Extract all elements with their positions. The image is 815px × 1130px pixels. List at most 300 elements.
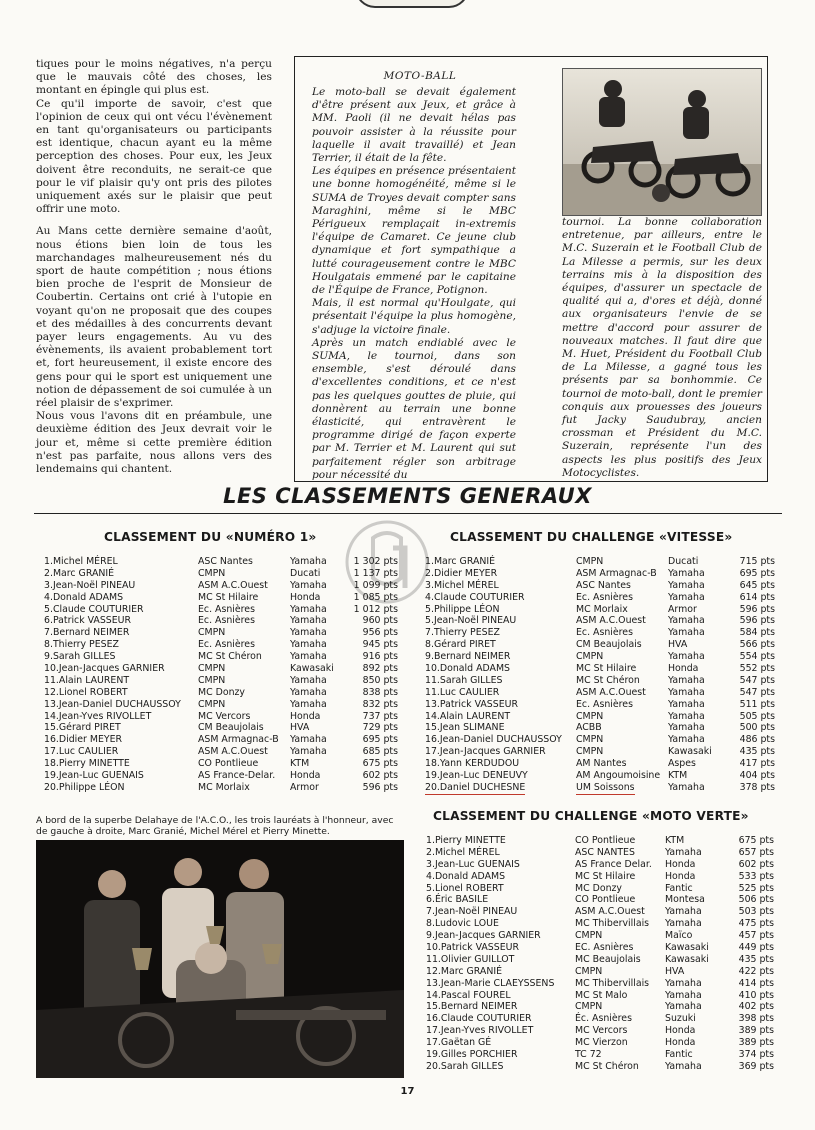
club-name: MC St Chéron <box>198 651 262 663</box>
vitesse-title: CLASSEMENT DU CHALLENGE «VITESSE» <box>450 530 733 544</box>
points: 916 pts <box>362 651 398 663</box>
table-row <box>426 835 782 847</box>
rider-name: 2.Didier MEYER <box>425 567 498 579</box>
brand-name: Yamaha <box>668 591 705 603</box>
brand-name: Fantic <box>665 1049 693 1061</box>
brand-name: Aspes <box>668 758 696 770</box>
brand-name: Yamaha <box>290 615 327 627</box>
club-name: MC Morlaix <box>576 603 628 615</box>
paragraph: Au Mans cette dernière semaine d'août, nous étions bien loin de tous les marchandages malheureusement nés du sport de haute compétition ; nous étions bien proche de l'esprit de Monsieur de Coubertin. Certains ont crié à l'utopie en voyant qu'on ne proposait que des coupes et des médailles à des concurrents devant payer leurs engagements. Au vu des évènements, ils avaient probablement tort et, fort heureusement, il existe encore des gens pour qui le sport est uniquement une notion de dépassement de soi cumulée à un réel plaisir de s'exprimer. <box>36 225 272 410</box>
brand-name: Yamaha <box>665 977 702 989</box>
rider-name: 1.Pierry MINETTE <box>426 835 506 846</box>
points: 945 pts <box>362 639 398 651</box>
rider-name: 15.Gérard PIRET <box>44 722 121 734</box>
table-row <box>426 966 782 978</box>
table-row <box>426 894 782 906</box>
club-name: ASC NANTES <box>575 846 635 858</box>
brand-name: Yamaha <box>665 989 702 1001</box>
table-row <box>425 782 781 794</box>
table-row <box>426 1025 782 1037</box>
laureates-photo <box>36 840 404 1078</box>
paragraph: Nous vous l'avons dit en préambule, une deuxième édition des Jeux devrait voir le jour et, même si cette première édition n'est pas parfaite, nous allons vers des lendemains qui chantent. <box>36 410 272 476</box>
club-name: MC Thibervillais <box>575 918 650 930</box>
table-row <box>426 1049 782 1061</box>
table-row <box>425 734 781 746</box>
points: 596 pts <box>739 615 775 627</box>
brand-name: Yamaha <box>665 918 702 930</box>
rider-name: 6.Patrick VASSEUR <box>44 615 132 627</box>
rider-name: 2.Michel MÉREL <box>426 846 500 858</box>
rider-name: 16.Claude COUTURIER <box>426 1013 532 1025</box>
rider-name: 1.Marc GRANIÉ <box>425 556 496 567</box>
table-row <box>426 1001 782 1013</box>
points: 602 pts <box>738 858 774 870</box>
brand-name: Armor <box>668 603 697 615</box>
brand-name: Honda <box>290 710 321 722</box>
club-name: MC St Hilaire <box>575 870 636 882</box>
brand-name: HVA <box>665 965 685 977</box>
rider-name: 10.Patrick VASSEUR <box>426 942 520 954</box>
rider-name: 4.Donald ADAMS <box>44 591 124 603</box>
table-row <box>425 627 781 639</box>
rider-name: 11.Luc CAULIER <box>425 686 500 698</box>
points: 552 pts <box>739 663 775 675</box>
brand-name: Yamaha <box>668 567 705 579</box>
rider-name: 6.Éric BASILE <box>426 894 489 906</box>
club-name: MC Donzy <box>198 686 245 698</box>
rider-name: 20.Sarah GILLES <box>426 1060 504 1072</box>
points: 1 099 pts <box>353 579 398 591</box>
table-row <box>44 615 400 627</box>
rider-name: 20.Daniel DUCHESNE <box>425 781 526 793</box>
rider-name: 3.Jean-Luc GUENAIS <box>426 858 520 870</box>
rider-name: 16.Didier MEYER <box>44 734 123 746</box>
rider-name: 7.Bernard NEIMER <box>44 627 130 639</box>
table-row <box>44 639 400 651</box>
club-name: ASM A.C.Ouest <box>198 579 268 591</box>
rider-name: 17.Jean-Yves RIVOLLET <box>426 1025 534 1037</box>
numero1-table <box>44 556 400 794</box>
table-row <box>426 978 782 990</box>
numero1-title: CLASSEMENT DU «NUMÉRO 1» <box>104 530 317 544</box>
rider-name: 14.Pascal FOUREL <box>426 989 511 1001</box>
table-row <box>425 746 781 758</box>
points: 838 pts <box>362 686 398 698</box>
club-name: ASM A.C.Ouest <box>576 686 646 698</box>
moto-ball-column-1 <box>312 86 516 482</box>
brand-name: Ducati <box>290 567 321 579</box>
rider-name: 13.Patrick VASSEUR <box>425 698 519 710</box>
brand-name: Yamaha <box>665 1060 702 1072</box>
rider-name: 20.Philippe LÉON <box>44 781 125 793</box>
rider-name: 5.Lionel ROBERT <box>426 882 504 894</box>
rider-name: 9.Bernard NEIMER <box>425 651 511 663</box>
points: 695 pts <box>739 567 775 579</box>
brand-name: Yamaha <box>290 639 327 651</box>
points: 602 pts <box>362 770 398 782</box>
table-row <box>426 871 782 883</box>
photo-caption: A bord de la superbe Delahaye de l'A.C.O., les trois lauréats à l'honneur, avec de gauche à droite, Marc Granié, Michel Mérel et Pierry Minette. <box>36 815 394 837</box>
points: 525 pts <box>738 882 774 894</box>
club-name: MC St Chéron <box>575 1060 639 1072</box>
rider-name: 9.Sarah GILLES <box>44 651 116 663</box>
table-row <box>426 930 782 942</box>
club-name: CO Pontlieue <box>575 835 636 846</box>
club-name: MC St Chéron <box>576 674 640 686</box>
club-name: Ec. Asnières <box>198 615 255 627</box>
points: 1 137 pts <box>353 567 398 579</box>
points: 832 pts <box>362 698 398 710</box>
points: 614 pts <box>739 591 775 603</box>
brand-name: Kawasaki <box>668 746 712 758</box>
club-name: MC St Malo <box>575 989 628 1001</box>
brand-name: Yamaha <box>668 686 705 698</box>
points: 685 pts <box>362 746 398 758</box>
brand-name: KTM <box>665 835 685 846</box>
brand-name: KTM <box>290 758 310 770</box>
club-name: ASC Nantes <box>198 556 253 567</box>
rider-name: 15.Bernard NEIMER <box>426 1001 518 1013</box>
points: 369 pts <box>738 1060 774 1072</box>
rider-name: 10.Jean-Jacques GARNIER <box>44 663 165 675</box>
points: 506 pts <box>738 894 774 906</box>
club-name: AS France-Delar. <box>198 770 276 782</box>
table-row <box>44 556 400 568</box>
table-row <box>44 746 400 758</box>
table-row <box>44 734 400 746</box>
rider-name: 18.Pierry MINETTE <box>44 758 130 770</box>
club-name: MC Morlaix <box>198 781 250 793</box>
points: 404 pts <box>739 770 775 782</box>
rider-name: 8.Ludovic LOUE <box>426 918 499 930</box>
club-name: Ec. Asnières <box>198 639 255 651</box>
points: 547 pts <box>739 686 775 698</box>
club-name: MC Thibervillais <box>575 977 650 989</box>
club-name: CMPN <box>576 710 604 722</box>
brand-name: HVA <box>290 722 310 734</box>
club-name: CMPN <box>198 627 226 639</box>
points: 457 pts <box>738 930 774 942</box>
table-row <box>426 954 782 966</box>
club-name: TC 72 <box>575 1049 602 1061</box>
club-name: MC St Hilaire <box>576 663 637 675</box>
paragraph: Mais, il est normal qu'Houlgate, qui présentait l'équipe la plus homogène, s'adjuge la victoire finale. <box>312 297 516 336</box>
club-name: CMPN <box>576 746 604 758</box>
club-name: CM Beaujolais <box>576 639 642 651</box>
points: 675 pts <box>738 835 774 846</box>
points: 402 pts <box>738 1001 774 1013</box>
table-row <box>425 568 781 580</box>
rider-name: 11.Olivier GUILLOT <box>426 953 515 965</box>
table-row <box>44 604 400 616</box>
table-row <box>425 722 781 734</box>
points: 378 pts <box>739 781 775 793</box>
points: 486 pts <box>739 734 775 746</box>
club-name: CMPN <box>576 734 604 746</box>
table-row <box>44 722 400 734</box>
brand-name: Yamaha <box>290 579 327 591</box>
club-name: EC. Asnières <box>575 942 634 954</box>
brand-name: Maïco <box>665 930 693 942</box>
rider-name: 13.Jean-Marie CLAEYSSENS <box>426 977 555 989</box>
table-row <box>44 651 400 663</box>
club-name: ACBB <box>576 722 602 734</box>
club-name: Ec. Asnières <box>198 603 255 615</box>
rider-name: 8.Thierry PESEZ <box>44 639 119 651</box>
club-name: MC Vercors <box>198 710 251 722</box>
table-row <box>426 859 782 871</box>
points: 503 pts <box>738 906 774 918</box>
brand-name: Honda <box>665 1037 696 1049</box>
points: 737 pts <box>362 710 398 722</box>
points: 475 pts <box>738 918 774 930</box>
rider-name: 3.Jean-Noël PINEAU <box>44 579 136 591</box>
rider-name: 19.Jean-Luc DENEUVY <box>425 770 528 782</box>
club-name: AM Nantes <box>576 758 627 770</box>
table-row <box>425 675 781 687</box>
brand-name: Yamaha <box>290 627 327 639</box>
points: 449 pts <box>738 942 774 954</box>
club-name: MC Donzy <box>575 882 622 894</box>
club-name: CMPN <box>575 1001 603 1013</box>
brand-name: Yamaha <box>290 651 327 663</box>
rider-name: 12.Marc GRANIÉ <box>426 965 503 977</box>
paragraph: Ce qu'il importe de savoir, c'est que l'opinion de ceux qui ont vécu l'évènement en tant qu'organisateurs ou participants est identique, chacun ayant eu la même perception des choses. Pour eux, les Jeux doivent être reconduits, ne serait-ce que pour le vif plaisir qu'y ont pris des pilotes uniquement axés sur le plaisir que peut offrir une moto. <box>36 97 272 216</box>
rider-name: 18.Yann KERDUDOU <box>425 758 520 770</box>
club-name: MC Vercors <box>575 1025 628 1037</box>
rider-name: 5.Jean-Noël PINEAU <box>425 615 517 627</box>
points: 422 pts <box>738 965 774 977</box>
top-ornament <box>355 0 469 8</box>
brand-name: Yamaha <box>290 734 327 746</box>
club-name: Ec. Asnières <box>576 698 633 710</box>
table-row <box>426 906 782 918</box>
points: 374 pts <box>738 1049 774 1061</box>
table-row <box>44 770 400 782</box>
brand-name: Yamaha <box>665 906 702 918</box>
table-row <box>44 699 400 711</box>
rider-name: 5.Claude COUTURIER <box>44 603 144 615</box>
brand-name: Honda <box>665 1025 696 1037</box>
rider-name: 5.Philippe LÉON <box>425 603 500 615</box>
brand-name: Honda <box>665 870 696 882</box>
brand-name: Yamaha <box>668 674 705 686</box>
brand-name: Honda <box>290 770 321 782</box>
table-row <box>425 651 781 663</box>
table-row <box>44 758 400 770</box>
club-name: CO Pontlieue <box>575 894 636 906</box>
table-row <box>426 1061 782 1073</box>
brand-name: Montesa <box>665 894 705 906</box>
heading-rule <box>34 513 782 514</box>
paragraph: tournoi. La bonne collaboration entretenue, par ailleurs, entre le M.C. Suzerain et le Football Club de La Milesse a permis, sur les deux terrains mis à la disposition des équipes, d'assurer un spectacle de qualité qui a, d'ores et déjà, donné aux organisateurs l'envie de se mettre d'accord pour assurer de nouveaux matches. Il faut dire que M. Huet, Président du Football Club de La Milesse, a gagné tous les présents par sa bonhommie. Ce tournoi de moto-ball, dont le premier conquis aux prouesses des joueurs fut Jacky Saudubray, ancien crossman et Président du M.C. Suzerain, représente l'un des aspects les plus positifs des Jeux Motocyclistes. <box>562 216 762 479</box>
club-name: ASM A.C.Ouest <box>575 906 645 918</box>
brand-name: Yamaha <box>665 1001 702 1013</box>
club-name: CMPN <box>575 965 603 977</box>
table-row <box>425 699 781 711</box>
brand-name: Yamaha <box>668 710 705 722</box>
table-row <box>44 663 400 675</box>
club-name: UM Soissons <box>576 781 635 793</box>
rider-name: 2.Marc GRANIÉ <box>44 567 115 579</box>
points: 389 pts <box>738 1025 774 1037</box>
rider-name: 19.Gilles PORCHIER <box>426 1049 518 1061</box>
points: 675 pts <box>362 758 398 770</box>
club-name: CMPN <box>198 698 226 710</box>
club-name: ASM A.C.Ouest <box>576 615 646 627</box>
points: 511 pts <box>739 698 775 710</box>
club-name: CM Beaujolais <box>198 722 264 734</box>
moto-ball-column-2 <box>562 216 762 480</box>
rider-name: 4.Claude COUTURIER <box>425 591 525 603</box>
brand-name: Yamaha <box>668 615 705 627</box>
table-row <box>44 687 400 699</box>
brand-name: Yamaha <box>668 698 705 710</box>
brand-name: Kawasaki <box>665 953 709 965</box>
brand-name: Yamaha <box>668 734 705 746</box>
table-row <box>426 847 782 859</box>
club-name: ASM Armagnac-B <box>198 734 279 746</box>
club-name: CMPN <box>575 930 603 942</box>
page-number: 17 <box>400 1086 415 1097</box>
table-row <box>425 770 781 782</box>
rider-name: 14.Jean-Yves RIVOLLET <box>44 710 152 722</box>
table-row <box>425 615 781 627</box>
table-row <box>425 758 781 770</box>
brand-name: Yamaha <box>665 846 702 858</box>
table-row <box>44 592 400 604</box>
brand-name: Kawasaki <box>290 663 334 675</box>
brand-name: Kawasaki <box>665 942 709 954</box>
rider-name: 17.Gaëtan GÉ <box>426 1037 492 1049</box>
brand-name: HVA <box>668 639 688 651</box>
brand-name: KTM <box>668 770 688 782</box>
points: 956 pts <box>362 627 398 639</box>
brand-name: Yamaha <box>668 651 705 663</box>
rider-name: 7.Jean-Noël PINEAU <box>426 906 518 918</box>
club-name: ASM A.C.Ouest <box>198 746 268 758</box>
club-name: Ec. Asnières <box>576 627 633 639</box>
table-row <box>44 580 400 592</box>
table-row <box>425 639 781 651</box>
table-row <box>425 604 781 616</box>
points: 554 pts <box>739 651 775 663</box>
points: 715 pts <box>739 556 775 567</box>
brand-name: Fantic <box>665 882 693 894</box>
table-row <box>426 883 782 895</box>
table-row <box>425 592 781 604</box>
points: 414 pts <box>738 977 774 989</box>
points: 695 pts <box>362 734 398 746</box>
points: 1 012 pts <box>353 603 398 615</box>
brand-name: Yamaha <box>290 746 327 758</box>
club-name: MC Beaujolais <box>575 953 641 965</box>
club-name: AM Angoumoisine <box>576 770 661 782</box>
points: 410 pts <box>738 989 774 1001</box>
rider-name: 8.Gérard PIRET <box>425 639 496 651</box>
table-row <box>425 663 781 675</box>
brand-name: Yamaha <box>290 698 327 710</box>
club-name: CMPN <box>576 651 604 663</box>
rider-name: 9.Jean-Jacques GARNIER <box>426 930 541 942</box>
rider-name: 11.Alain LAURENT <box>44 674 130 686</box>
brand-name: Honda <box>668 663 699 675</box>
page-heading: LES CLASSEMENTS GENERAUX <box>223 484 592 508</box>
brand-name: Honda <box>665 858 696 870</box>
table-row <box>425 711 781 723</box>
table-row <box>426 918 782 930</box>
paragraph: tiques pour le moins négatives, n'a perçu que le mauvais côté des choses, les montant en épingle qui plus est. <box>36 58 272 97</box>
points: 1 302 pts <box>353 556 398 567</box>
points: 645 pts <box>739 579 775 591</box>
club-name: ASC Nantes <box>576 579 631 591</box>
table-row <box>425 580 781 592</box>
rider-name: 17.Luc CAULIER <box>44 746 119 758</box>
rider-name: 15.Jean SLIMANE <box>425 722 505 734</box>
points: 566 pts <box>739 639 775 651</box>
club-name: CMPN <box>576 556 604 567</box>
table-row <box>44 568 400 580</box>
table-row <box>426 942 782 954</box>
table-row <box>426 990 782 1002</box>
brand-name: Yamaha <box>290 686 327 698</box>
club-name: CMPN <box>198 663 226 675</box>
rider-name: 11.Sarah GILLES <box>425 674 503 686</box>
brand-name: Yamaha <box>668 781 705 793</box>
table-row <box>425 687 781 699</box>
rider-name: 19.Jean-Luc GUENAIS <box>44 770 144 782</box>
points: 850 pts <box>362 674 398 686</box>
points: 729 pts <box>362 722 398 734</box>
club-name: Ec. Asnières <box>576 591 633 603</box>
brand-name: Honda <box>290 591 321 603</box>
points: 417 pts <box>739 758 775 770</box>
points: 547 pts <box>739 674 775 686</box>
points: 389 pts <box>738 1037 774 1049</box>
table-row <box>44 675 400 687</box>
moto-ball-photo <box>562 68 762 216</box>
rider-name: 10.Donald ADAMS <box>425 663 511 675</box>
table-row <box>44 627 400 639</box>
rider-name: 13.Jean-Daniel DUCHAUSSOY <box>44 698 181 710</box>
table-row <box>44 782 400 794</box>
rider-name: 12.Lionel ROBERT <box>44 686 128 698</box>
rider-name: 3.Michel MÉREL <box>425 579 499 591</box>
rider-name: 1.Michel MÉREL <box>44 556 118 567</box>
club-name: MC St Hilaire <box>198 591 259 603</box>
club-name: CO Pontlieue <box>198 758 259 770</box>
points: 398 pts <box>738 1013 774 1025</box>
paragraph: Après un match endiablé avec le SUMA, le tournoi, dans son ensemble, s'est déroulé dans d'excellentes conditions, et ce n'est pas les quelques gouttes de pluie, qui donnèrent au terrain une bonne élasticité, qui entravèrent le programme dirigé de façon experte par M. Terrier et M. Laurent qui sut parfaitement régler son arbitrage pour nécessité du <box>312 336 516 481</box>
points: 596 pts <box>362 781 398 793</box>
brand-name: Yamaha <box>668 627 705 639</box>
table-row <box>44 711 400 723</box>
rider-name: 4.Donald ADAMS <box>426 870 506 882</box>
points: 584 pts <box>739 627 775 639</box>
rider-name: 14.Alain LAURENT <box>425 710 511 722</box>
points: 500 pts <box>739 722 775 734</box>
rider-name: 16.Jean-Daniel DUCHAUSSOY <box>425 734 562 746</box>
article-left-column <box>36 58 272 476</box>
rider-name: 7.Thierry PESEZ <box>425 627 500 639</box>
table-row <box>425 556 781 568</box>
moto-verte-title: CLASSEMENT DU CHALLENGE «MOTO VERTE» <box>433 809 749 823</box>
points: 1 085 pts <box>353 591 398 603</box>
points: 435 pts <box>738 953 774 965</box>
points: 435 pts <box>739 746 775 758</box>
club-name: AS France Delar. <box>575 858 652 870</box>
brand-name: Yamaha <box>290 556 327 567</box>
